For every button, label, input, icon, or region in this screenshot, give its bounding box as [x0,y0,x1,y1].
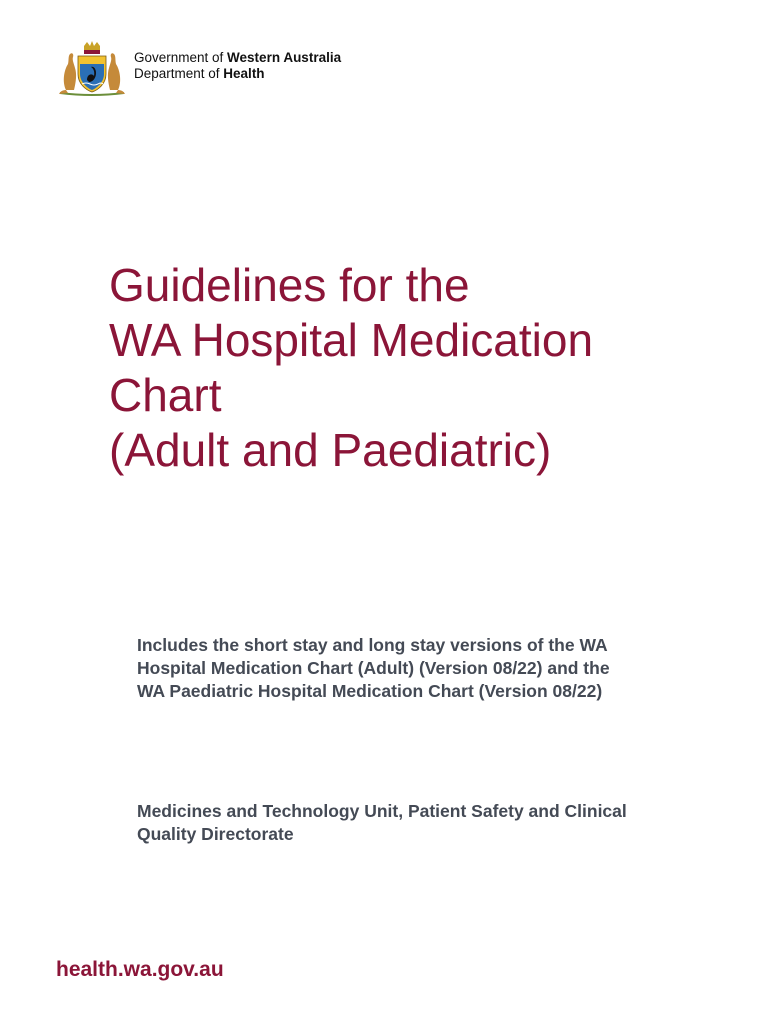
agency-name [134,50,341,82]
department-line: Department of Health [134,66,265,81]
issuing-unit [137,800,747,846]
wa-coat-of-arms-icon [56,40,128,96]
title-line: (Adult and Paediatric) [109,424,552,476]
subtitle-line: Hospital Medication Chart (Adult) (Version 08/22) and the [137,658,610,678]
document-title [109,258,593,478]
title-line: Guidelines for the [109,259,470,311]
subtitle-line: Includes the short stay and long stay versions of the WA [137,635,608,655]
document-subtitle [137,634,737,703]
subtitle-line: WA Paediatric Hospital Medication Chart (Version 08/22) [137,681,603,701]
document-header [56,40,341,96]
footer-website-link[interactable]: health.wa.gov.au [56,958,224,981]
unit-line: Medicines and Technology Unit, Patient Safety and Clinical [137,801,627,821]
title-line: WA Hospital Medication [109,314,594,366]
unit-line: Quality Directorate [137,824,294,844]
government-line: Government of Western Australia [134,50,342,65]
title-line: Chart [109,369,222,421]
